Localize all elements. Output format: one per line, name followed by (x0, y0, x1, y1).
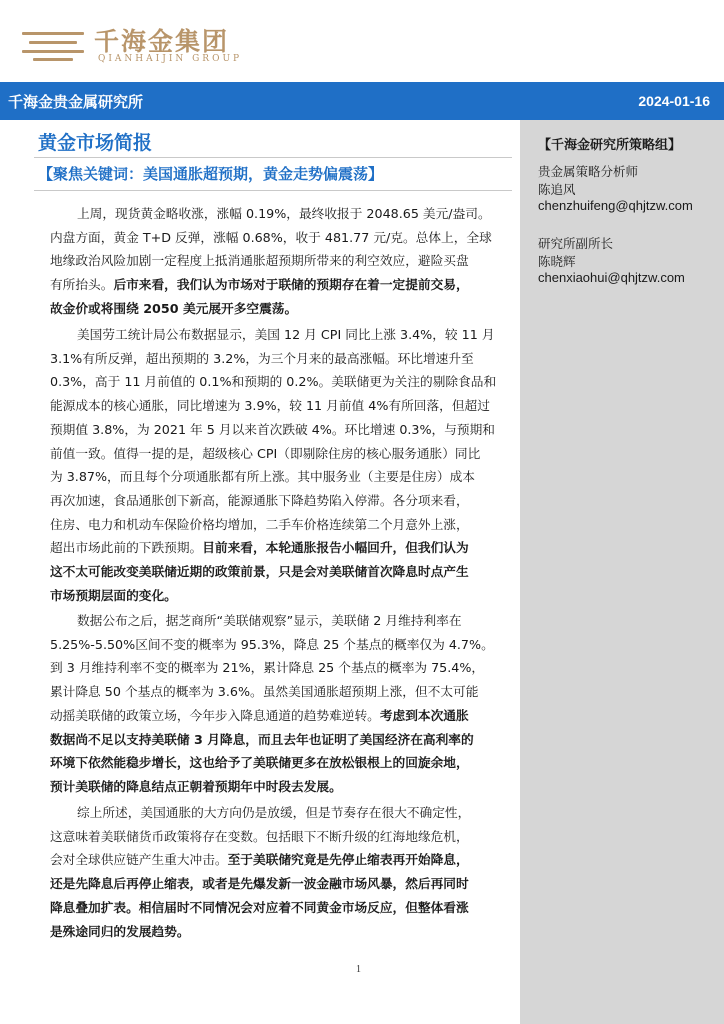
paragraph-3 (50, 609, 498, 799)
paragraph-emphasis: 还是先降息后再停止缩表，或者是先爆发新一波金融市场风暴，然后再同时 (50, 876, 469, 892)
paragraph-line: 上周，现货黄金略收涨，涨幅 0.19%，最终收报于 2048.65 美元/盎司。 (77, 206, 491, 221)
analyst2-name: 陈晓辉 (538, 254, 576, 269)
paragraph-1 (50, 202, 498, 321)
paragraph-emphasis: 市场预期层面的变化。 (50, 587, 177, 603)
paragraph-line: 这意味着美联储货币政策将存在变数。包括眼下不断升级的红海地缘危机， (50, 828, 469, 844)
paragraph-line (50, 848, 498, 872)
paragraph-2 (50, 323, 498, 607)
paragraph-line: 0.3%，高于 11 月前值的 0.1%和预期的 0.2%。美联储更为关注的剔除食品和 (50, 374, 497, 390)
paragraph-line: 数据公布之后，据芝商所“美联储观察”显示，美联储 2 月维持利率在 (77, 613, 462, 628)
paragraph-line: 前值一致。值得一提的是，超级核心 CPI（即剔除住房的核心服务通胀）同比 (50, 445, 481, 461)
report-date: 2024-01-16 (638, 93, 710, 109)
page-number: 1 (356, 964, 361, 975)
analyst1-role: 贵金属策略分析师 (538, 164, 639, 179)
paragraph-line: 累计降息 50 个基点的概率为 3.6%。虽然美国通胀超预期上涨，但不太可能 (50, 684, 479, 700)
paragraph-line: 美国劳工统计局公布数据显示，美国 12 月 CPI 同比上涨 3.4%，较 11 月 (77, 327, 495, 342)
paragraph-line (50, 536, 498, 560)
logo-mark-icon (22, 26, 84, 62)
paragraph-emphasis: 预计美联储的降息结点正朝着预期年中时段去发展。 (50, 778, 342, 794)
logo-text-en: QIANHAIJIN GROUP (98, 54, 243, 64)
paragraph-emphasis: 考虑到本次通胀 (379, 707, 469, 723)
paragraph-emphasis: 故金价或将围绕 2050 美元展开多空震荡。 (50, 300, 298, 316)
logo-text-cn: 千海金集团 (94, 27, 230, 56)
top-band (0, 0, 724, 82)
paragraph-line: 再次加速，食品通胀创下新高，能源通胀下降趋势陷入停滞。各分项来看， (50, 492, 469, 508)
paragraph-line: 到 3 月维持利率不变的概率为 21%，累计降息 25 个基点的概率为 75.4%， (50, 660, 485, 676)
paragraph-emphasis: 降息叠加扩表。相信届时不同情况会对应着不同黄金市场反应，但整体看涨 (50, 899, 469, 915)
paragraph-line: 综上所述，美国通胀的大方向仍是放缓，但是节奏存在很大不确定性， (77, 805, 471, 820)
focus-keyword: 【聚焦关键词：美国通胀超预期，黄金走势偏震荡】 (38, 165, 384, 183)
paragraph-line: 地缘政治风险加剧一定程度上抵消通胀超预期所带来的利空效应，避险买盘 (50, 253, 469, 269)
paragraph-emphasis: 后市来看，我们认为市场对于联储的预期存在着一定提前交易， (113, 277, 469, 293)
header-bar (0, 82, 724, 120)
paragraph-text: 有所抬头。 (50, 277, 114, 293)
paragraph-line: 能源成本的核心通胀，同比增速为 3.9%，较 11 月前值 4%有所回落，但超过 (50, 398, 490, 414)
paragraph-line: 内盘方面，黄金 T+D 反弹，涨幅 0.68%，收于 481.77 元/克。总体上，全球 (50, 229, 492, 245)
paragraph-text: 会对全球供应链产生重大冲击。 (50, 852, 228, 868)
org-name: 千海金贵金属研究所 (8, 93, 144, 111)
paragraph-emphasis: 目前来看，本轮通胀报告小幅回升，但我们认为 (202, 540, 469, 556)
paragraph-emphasis: 数据尚不足以支持美联储 3 月降息，而且去年也证明了美国经济在高利率的 (50, 731, 474, 747)
keyword-divider (34, 190, 512, 191)
analyst1-email[interactable]: chenzhuifeng@qhjtzw.com (538, 198, 693, 213)
paragraph-line: 住房、电力和机动车保险价格均增加，二手车价格连续第二个月意外上涨， (50, 516, 469, 532)
paragraph-text: 动摇美联储的政策立场，今年步入降息通道的趋势难逆转。 (50, 707, 380, 723)
analyst1-name: 陈追风 (538, 182, 576, 197)
paragraph-emphasis: 至于美联储究竟是先停止缩表再开始降息， (227, 852, 469, 868)
paragraph-line: 3.1%有所反弹，超出预期的 3.2%，为三个月来的最高涨幅。环比增速升至 (50, 350, 474, 366)
sidebar-title: 【千海金研究所策略组】 (538, 138, 682, 153)
title-divider (34, 157, 512, 158)
report-title: 黄金市场简报 (38, 132, 153, 154)
analyst-sidebar (520, 120, 724, 1024)
paragraph-line: 预期值 3.8%，为 2021 年 5 月以来首次跌破 4%。环比增速 0.3%，与预期和 (50, 421, 495, 437)
paragraph-4 (50, 801, 498, 943)
paragraph-line: 5.25%-5.50%区间不变的概率为 95.3%，降息 25 个基点的概率仅为 4.7%。 (50, 636, 494, 652)
paragraph-emphasis: 是殊途同归的发展趋势。 (50, 923, 190, 939)
analyst2-role: 研究所副所长 (538, 236, 614, 251)
paragraph-emphasis: 这不太可能改变美联储近期的政策前景，只是会对美联储首次降息时点产生 (50, 564, 469, 580)
paragraph-emphasis: 环境下依然能稳步增长，这也给予了美联储更多在放松银根上的回旋余地， (50, 755, 469, 771)
paragraph-line (50, 704, 498, 728)
company-logo (22, 22, 272, 66)
analyst2-email[interactable]: chenxiaohui@qhjtzw.com (538, 270, 685, 285)
paragraph-line (50, 273, 498, 297)
paragraph-text: 超出市场此前的下跌预期。 (50, 540, 203, 556)
paragraph-line: 为 3.87%，而且每个分项通胀都有所上涨。其中服务业（主要是住房）成本 (50, 469, 475, 485)
